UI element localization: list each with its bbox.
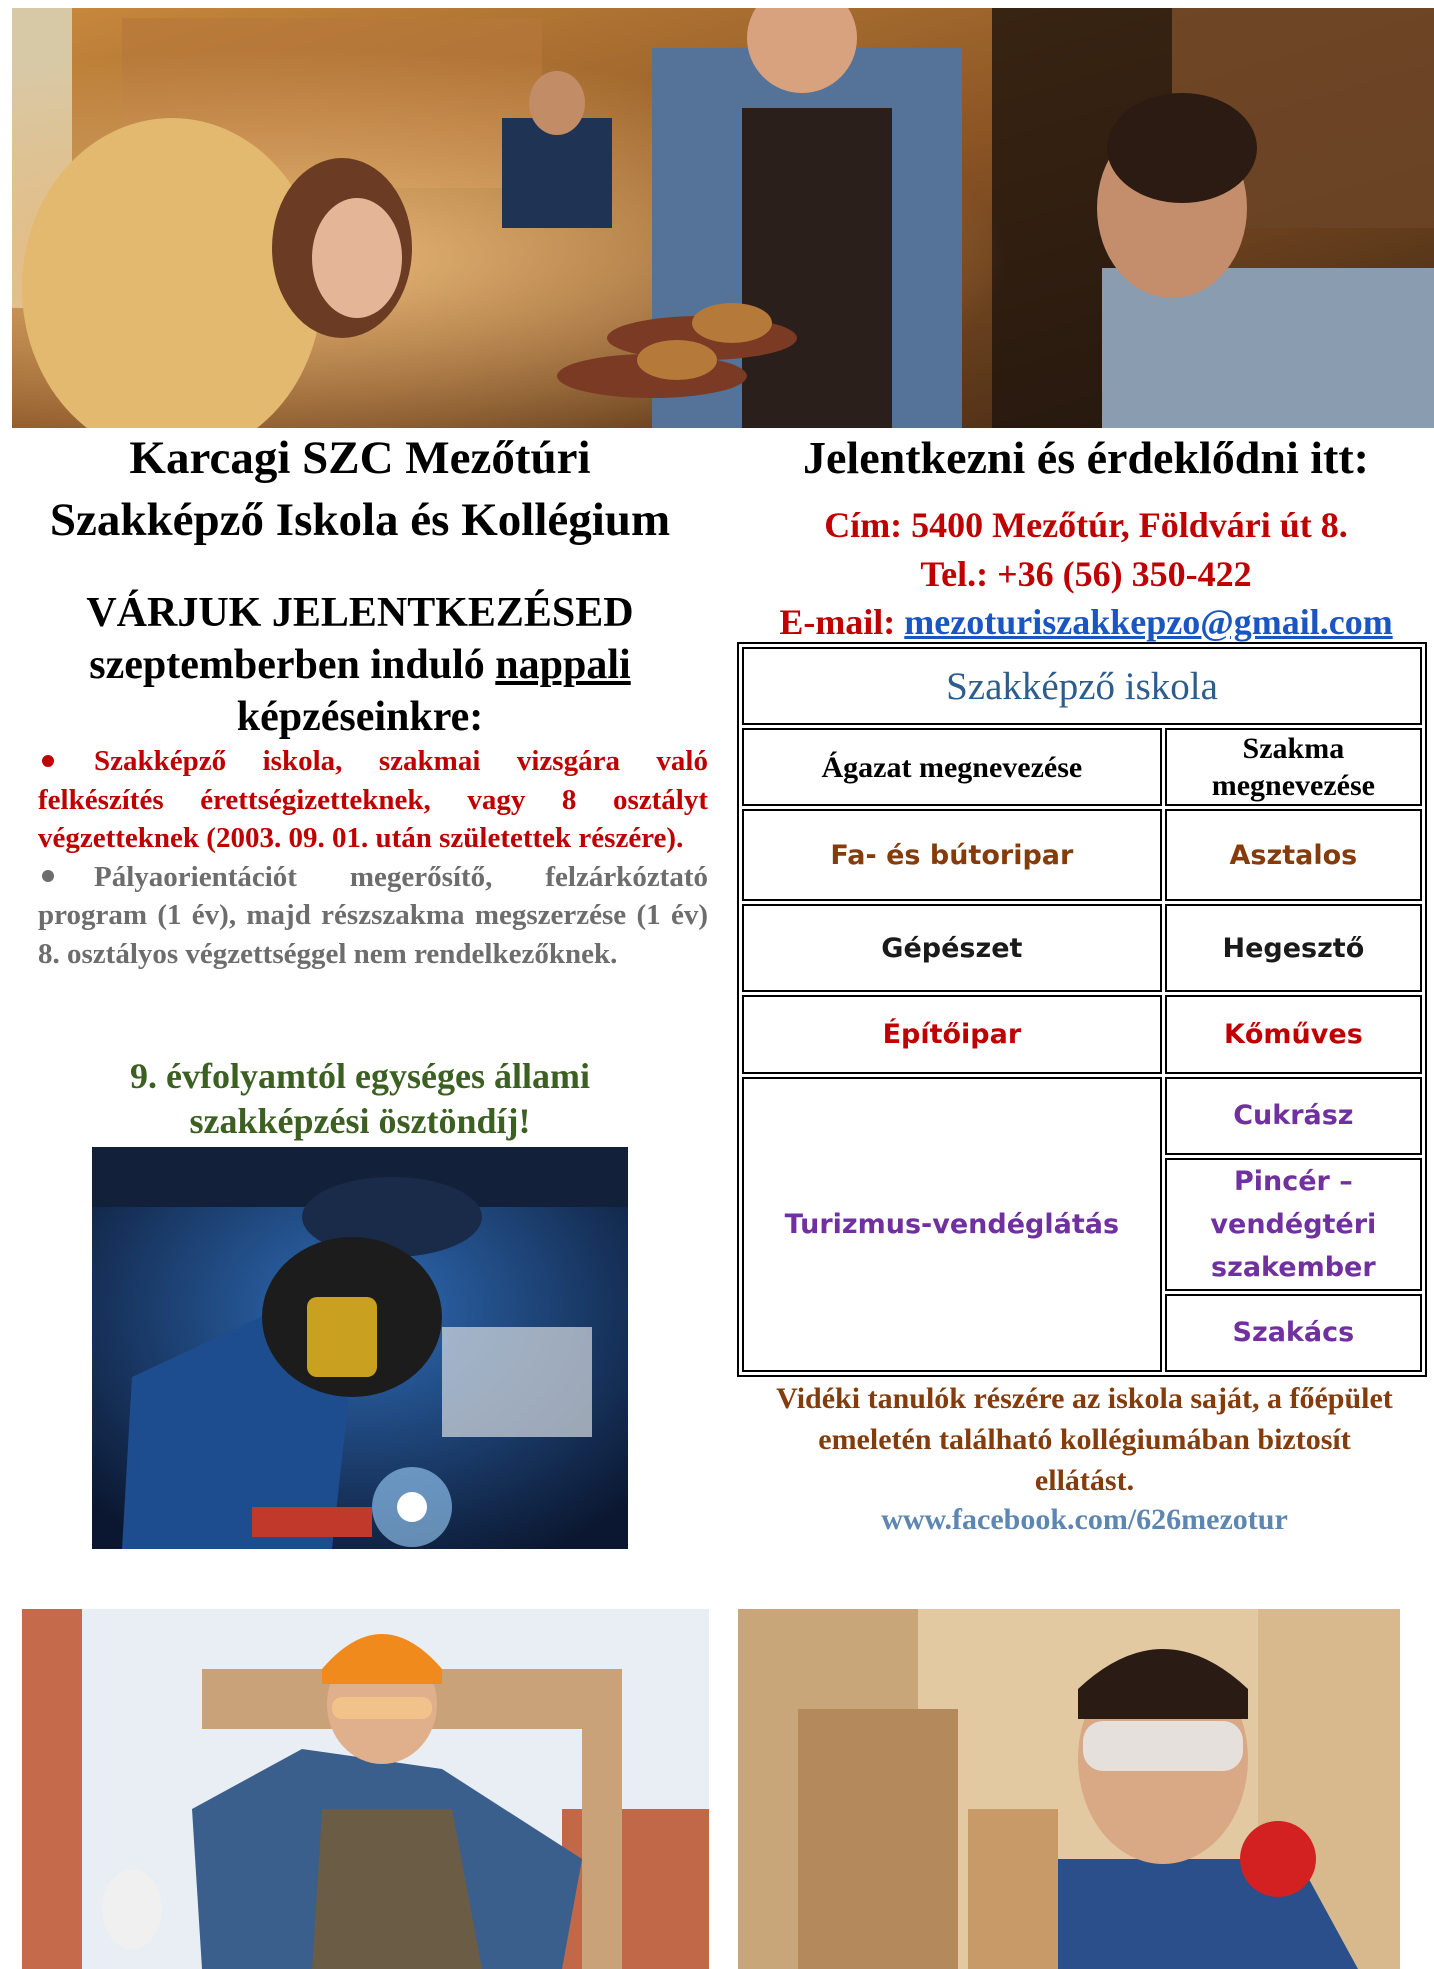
invite-line2: szeptemberben induló nappali bbox=[89, 642, 631, 688]
school-name-line1: Karcagi SZC Mezőtúri bbox=[129, 432, 591, 484]
trade-pastry: Cukrász bbox=[1165, 1077, 1422, 1155]
trade-bricklayer: Kőműves bbox=[1165, 995, 1422, 1073]
bullet-dot-icon bbox=[42, 870, 54, 882]
header-sector: Ágazat megnevezése bbox=[742, 728, 1162, 806]
invite-underlined-word: nappali bbox=[495, 642, 631, 688]
program-bullets bbox=[38, 742, 708, 973]
welder-photo bbox=[92, 1147, 628, 1549]
stipend-note bbox=[40, 1054, 680, 1144]
restaurant-photo bbox=[12, 8, 1434, 428]
sector-tourism: Turizmus-vendéglátás bbox=[742, 1077, 1162, 1372]
program-table bbox=[737, 642, 1427, 1377]
woodworker-photo bbox=[738, 1609, 1400, 1969]
email-link[interactable]: mezoturiszakkepzo@gmail.com bbox=[904, 602, 1393, 642]
trade-waiter: Pincér – vendégtéri szakember bbox=[1165, 1158, 1422, 1291]
bullet-vocational: Szakképző iskola, szakmai vizsgára való felkészítés érettségizetteknek, vagy 8 osztályt végzetteknek (2003. 09. 01. után születettek részére). bbox=[38, 745, 708, 854]
sector-wood: Fa- és bútoripar bbox=[742, 809, 1162, 901]
contact-email bbox=[738, 599, 1434, 645]
invite-line3: képzéseinkre: bbox=[236, 694, 484, 740]
sector-construction: Építőipar bbox=[742, 995, 1162, 1073]
stipend-line1: 9. évfolyamtól egységes állami bbox=[130, 1056, 590, 1096]
trade-cook: Szakács bbox=[1165, 1294, 1422, 1372]
invite-line1: VÁRJUK JELENTKEZÉSED bbox=[86, 590, 634, 636]
bricklayer-photo bbox=[22, 1609, 709, 1969]
stipend-line2: szakképzési ösztöndíj! bbox=[189, 1101, 531, 1141]
bullet-orientation: Pályaorientációt megerősítő, felzárkóztató program (1 év), majd részszakma megszerzése (1 év) 8. osztályos végzettséggel nem rendelkezőknek. bbox=[38, 860, 708, 970]
header-trade: Szakma megnevezése bbox=[1165, 728, 1422, 806]
sector-mechanical: Gépészet bbox=[742, 904, 1162, 992]
contact-title: Jelentkezni és érdeklődni itt: bbox=[803, 432, 1369, 483]
email-label: E-mail: bbox=[779, 602, 905, 642]
contact-address: Cím: 5400 Mezőtúr, Földvári út 8. bbox=[824, 505, 1348, 545]
school-name bbox=[10, 427, 710, 551]
dormitory-note: Vidéki tanulók részére az iskola saját, a főépület emeletén található kollégiumában biztosít ellátást. bbox=[776, 1382, 1393, 1497]
school-name-line2: Szakképző Iskola és Kollégium bbox=[49, 494, 671, 546]
bullet-dot-icon bbox=[42, 755, 54, 767]
facebook-link[interactable]: www.facebook.com/626mezotur bbox=[881, 1503, 1288, 1536]
table-caption: Szakképző iskola bbox=[742, 647, 1422, 725]
trade-carpenter: Asztalos bbox=[1165, 809, 1422, 901]
contact-phone: Tel.: +36 (56) 350-422 bbox=[920, 554, 1252, 594]
invitation-heading bbox=[30, 587, 690, 743]
trade-welder: Hegesztő bbox=[1165, 904, 1422, 992]
